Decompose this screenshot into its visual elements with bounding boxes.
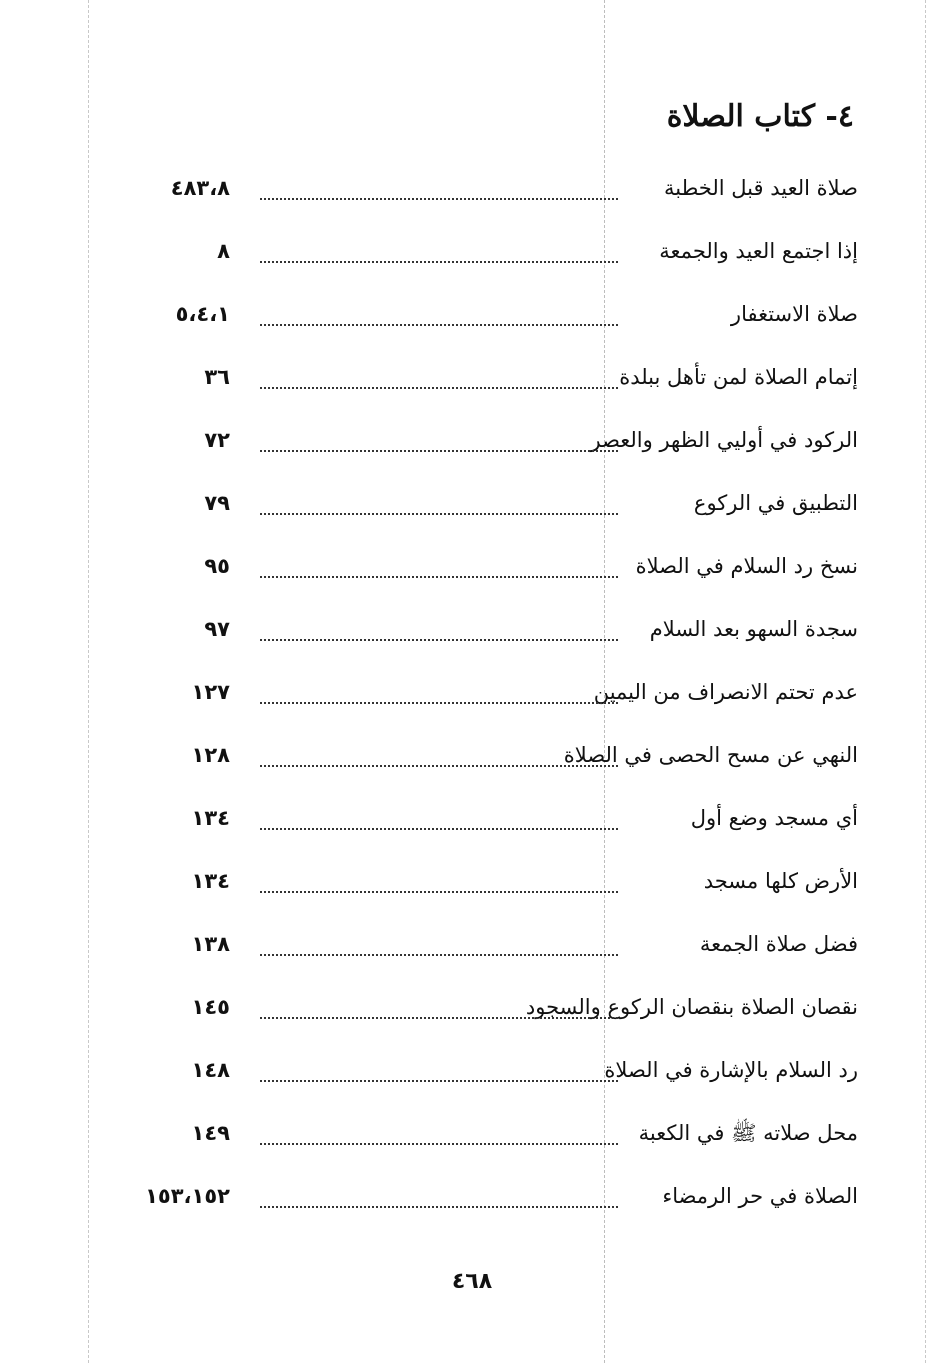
dot-leader — [260, 450, 618, 452]
toc-entry — [130, 473, 858, 536]
margin-guide-left — [88, 0, 89, 1363]
dot-leader — [260, 1206, 618, 1208]
toc-entry — [130, 977, 858, 1040]
dot-leader — [260, 513, 618, 515]
entry-title: أي مسجد وضع أول — [690, 806, 858, 830]
entry-pages: ٩٥ — [204, 554, 230, 578]
entry-title: سجدة السهو بعد السلام — [649, 617, 858, 641]
dot-leader — [260, 261, 618, 263]
toc-entry — [130, 284, 858, 347]
entry-title: صلاة العيد قبل الخطبة — [663, 176, 858, 200]
entry-title: عدم تحتم الانصراف من اليمين — [593, 680, 858, 704]
dot-leader — [260, 576, 618, 578]
toc-entry — [130, 851, 858, 914]
dot-leader — [260, 828, 618, 830]
toc-entry — [130, 1166, 858, 1229]
entry-title: التطبيق في الركوع — [693, 491, 858, 515]
entry-pages: ٤٨٣،٨ — [170, 176, 230, 200]
toc-entry — [130, 1103, 858, 1166]
dot-leader — [260, 639, 618, 641]
dot-leader — [260, 198, 618, 200]
margin-guide-right — [925, 0, 926, 1363]
entry-pages: ٩٧ — [204, 617, 230, 641]
dot-leader — [260, 1080, 618, 1082]
toc-entry — [130, 221, 858, 284]
toc-entry — [130, 914, 858, 977]
toc-entry — [130, 347, 858, 410]
toc-entry — [130, 725, 858, 788]
entry-pages: ١٢٧ — [191, 680, 230, 704]
entry-pages: ٣٦ — [204, 365, 230, 389]
toc-entry — [130, 662, 858, 725]
dot-leader — [260, 387, 618, 389]
dot-leader — [260, 1017, 618, 1019]
entry-pages: ١٤٩ — [191, 1121, 230, 1145]
entry-pages: ٧٩ — [204, 491, 230, 515]
toc-entry — [130, 158, 858, 221]
entry-title: نسخ رد السلام في الصلاة — [635, 554, 858, 578]
entry-title: رد السلام بالإشارة في الصلاة — [604, 1058, 858, 1082]
toc-entry — [130, 536, 858, 599]
dot-leader — [260, 954, 618, 956]
page-number: ٤٦٨ — [451, 1269, 493, 1294]
entry-pages: ٨ — [217, 239, 230, 263]
dot-leader — [260, 702, 618, 704]
entry-pages: ٧٢ — [204, 428, 230, 452]
entry-pages: ١٢٨ — [191, 743, 230, 767]
entry-title: فضل صلاة الجمعة — [699, 932, 858, 956]
toc-entry — [130, 788, 858, 851]
entry-pages: ١٥٣،١٥٢ — [145, 1184, 230, 1208]
entry-title: الأرض كلها مسجد — [703, 869, 858, 893]
entry-title: الركود في أوليي الظهر والعصر — [590, 428, 858, 452]
entry-pages: ١٤٨ — [191, 1058, 230, 1082]
entry-pages: ١٣٤ — [191, 806, 230, 830]
toc-entry — [130, 599, 858, 662]
entry-title: الصلاة في حر الرمضاء — [662, 1184, 858, 1208]
entry-title: نقصان الصلاة بنقصان الركوع والسجود — [525, 995, 858, 1019]
entry-pages: ١٣٤ — [191, 869, 230, 893]
entry-title: إتمام الصلاة لمن تأهل ببلدة — [619, 365, 858, 389]
toc-entry — [130, 410, 858, 473]
entry-title: إذا اجتمع العيد والجمعة — [659, 239, 858, 263]
section-title: ٤- كتاب الصلاة — [666, 99, 854, 134]
entry-title: محل صلاته ﷺ في الكعبة — [638, 1121, 858, 1145]
dot-leader — [260, 1143, 618, 1145]
entry-title: صلاة الاستغفار — [730, 302, 858, 326]
dot-leader — [260, 891, 618, 893]
entry-pages: ١٣٨ — [191, 932, 230, 956]
entry-title: النهي عن مسح الحصى في الصلاة — [563, 743, 858, 767]
entry-pages: ٥،٤،١ — [175, 302, 230, 326]
entry-pages: ١٤٥ — [191, 995, 230, 1019]
toc-entry — [130, 1040, 858, 1103]
dot-leader — [260, 765, 618, 767]
table-of-contents — [130, 158, 858, 1229]
dot-leader — [260, 324, 618, 326]
